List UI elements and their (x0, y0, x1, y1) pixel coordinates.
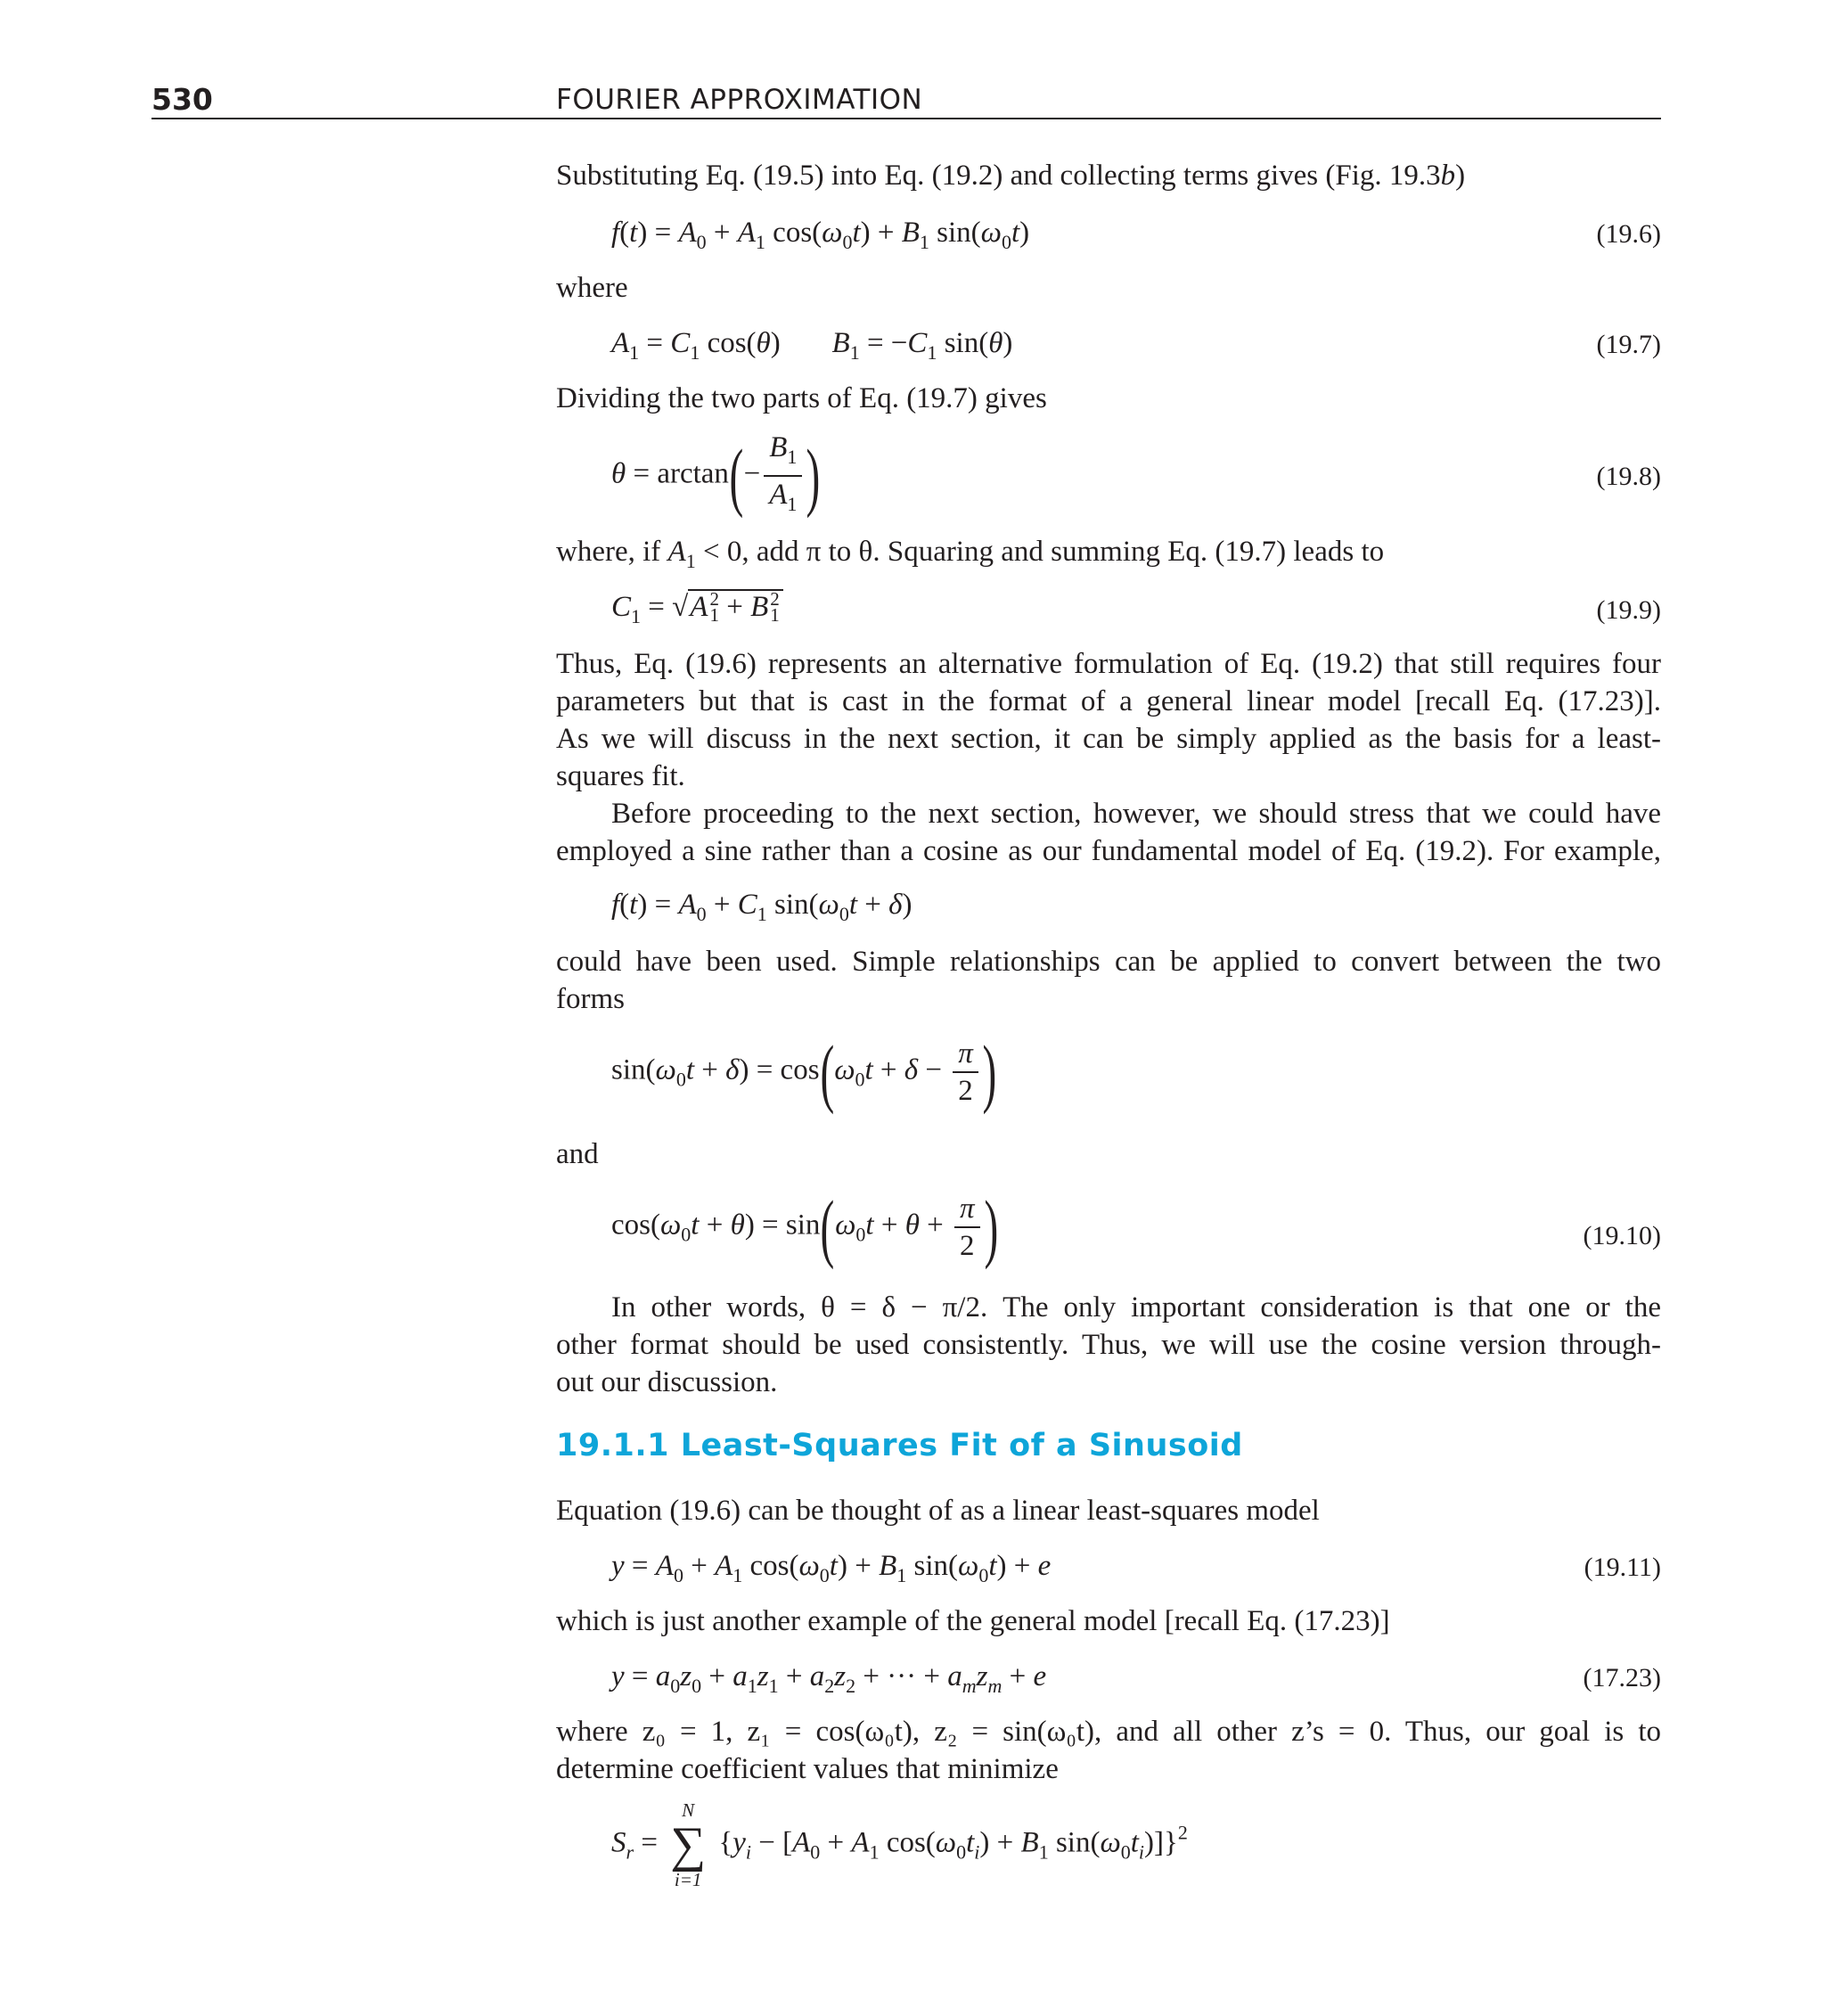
running-title: FOURIER APPROXIMATION (556, 84, 923, 116)
paragraph-other-words-line-2: other format should be used consistently. Thus, we will use the cosine version through- (556, 1329, 1661, 1361)
equation-number-19-6: (19.6) (1596, 219, 1661, 249)
equation-number-19-7: (19.7) (1596, 330, 1661, 359)
paragraph-substituting: Substituting Eq. (19.5) into Eq. (19.2) and collecting terms gives (Fig. 19.3b) (556, 160, 1466, 192)
equation-sum-of-squares: $S_r$ = N ∑ i=1 {$y_i - [A_0 + A_1$ $\cos(\omega_0t_i) + B_1$ $\sin(\omega_0t_i)]\}^2$ (611, 1799, 1188, 1890)
paragraph-could-line-1: could have been used. Simple relationships can be applied to convert between the two (556, 946, 1661, 978)
equation-number-19-8: (19.8) (1596, 462, 1661, 491)
paragraph-thus-line-4: squares fit. (556, 760, 685, 792)
equation-number-17-23: (17.23) (1583, 1663, 1661, 1692)
equation-19-10: $\cos(\omega_0t + \theta) = \sin(\omega_0t + \theta$ + $\frac{\pi}{2}$ ) (611, 1184, 998, 1270)
equation-sine-form: $f(t) = A_0 + C_1$ $\sin(\omega_0t + \delta)$ (611, 889, 912, 925)
equation-number-19-9: (19.9) (1596, 595, 1661, 625)
page-number: 530 (151, 82, 213, 117)
paragraph-other-words-line-3: out our discussion. (556, 1366, 778, 1398)
paragraph-where-z-line-1: where z₀ = 1, z₁ = cos(ω₀t), z₂ = sin(ω₀t), and all other z’s = 0. Thus, our goal is to (556, 1716, 1661, 1748)
equation-number-19-11: (19.11) (1584, 1553, 1661, 1582)
equation-number-19-10: (19.10) (1583, 1221, 1661, 1250)
equation-19-6: $f(t) = A_0 + A_1$ $\cos(\omega_0t) + B_1$ $\sin(\omega_0t)$ (611, 217, 1030, 253)
paragraph-before-line-1: Before proceeding to the next section, however, we should stress that we could have (611, 798, 1661, 830)
equation-sin-to-cos: $\sin(\omega_0t + \delta) = \cos(\omega_0t + \delta$ − $\frac{\pi}{2}$ ) (611, 1029, 997, 1115)
equation-19-7: $A_1 = C_1$ cos(θ) $B_1 = -C_1$ sin(θ) (611, 327, 1013, 364)
equation-19-9: $C_1 = √A$ 2 1 + B 2 1 (611, 588, 783, 635)
paragraph-where-z-line-2: determine coefficient values that minimize (556, 1753, 1059, 1785)
paragraph-thus-line-3: As we will discuss in the next section, it can be simply applied as the basis for a least- (556, 723, 1661, 755)
section-heading: 19.1.1 Least-Squares Fit of a Sinusoid (556, 1428, 1243, 1463)
equation-19-8: θ = arctan(− $\frac{B_1}{A_1}$ ) (611, 430, 821, 522)
paragraph-other-words-line-1: In other words, θ = δ − π/2. The only important consideration is that one or the (611, 1291, 1661, 1324)
paragraph-before-line-2: employed a sine rather than a cosine as our fundamental model of Eq. (19.2). For example, (556, 835, 1661, 867)
equation-17-23: $y = a_0z_0 + a_1z_1 + a_2z_2$ + ··· + $a_mz_m + e$ (611, 1660, 1047, 1697)
paragraph-could-line-2: forms (556, 983, 625, 1015)
text-where: where (556, 272, 628, 304)
paragraph-general-model: which is just another example of the general model [recall Eq. (17.23)] (556, 1605, 1390, 1637)
paragraph-where-if: where, if $A_1 < 0$, add π to θ. Squaring and summing Eq. (19.7) leads to (556, 536, 1385, 572)
equation-19-11: $y = A_0 + A_1$ $\cos(\omega_0t) + B_1$ $\sin(\omega_0t) + e$ (611, 1550, 1052, 1586)
paragraph-dividing: Dividing the two parts of Eq. (19.7) gives (556, 382, 1047, 414)
text-and: and (556, 1138, 599, 1170)
paragraph-thus-line-2: parameters but that is cast in the format of a general linear model [recall Eq. (17.23)]. (556, 685, 1661, 717)
header-rule (151, 118, 1661, 119)
paragraph-thus-line-1: Thus, Eq. (19.6) represents an alternative formulation of Eq. (19.2) that still requires four (556, 648, 1661, 680)
paragraph-equation-19-6: Equation (19.6) can be thought of as a linear least-squares model (556, 1495, 1320, 1527)
